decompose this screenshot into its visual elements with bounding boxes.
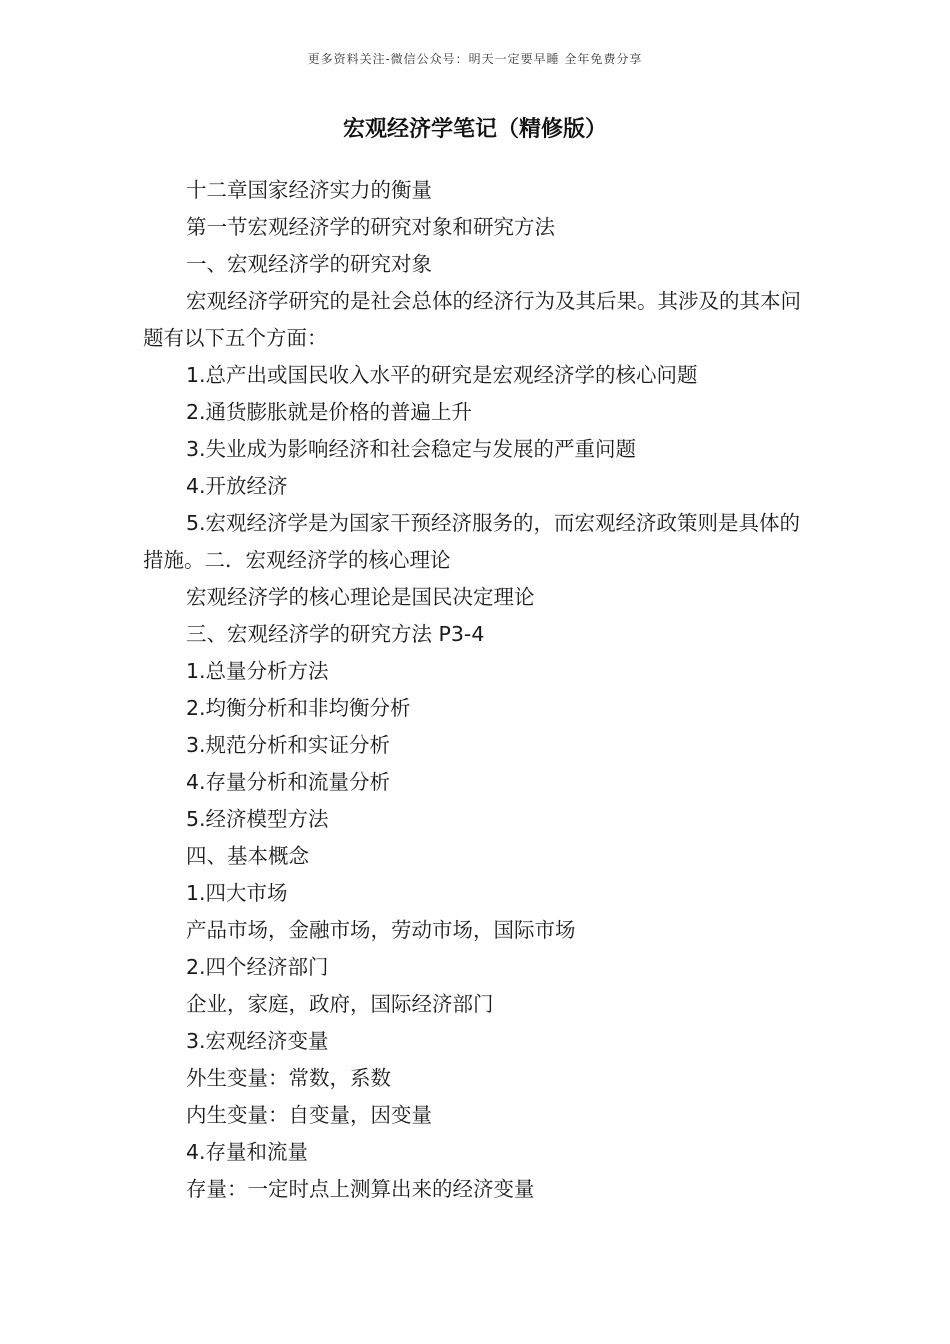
paragraph: 3.失业成为影响经济和社会稳定与发展的严重问题: [186, 437, 637, 461]
paragraph: 4.存量和流量: [186, 1140, 309, 1164]
paragraph: 1.四大市场: [186, 881, 288, 905]
document-body: [143, 172, 808, 1208]
paragraph: 宏观经济学研究的是社会总体的经济行为及其后果。其涉及的其本问题有以下五个方面：: [143, 289, 801, 350]
paragraph: 一、宏观经济学的研究对象: [186, 252, 432, 276]
paragraph: 5.经济模型方法: [186, 807, 329, 831]
paragraph: 1.总产出或国民收入水平的研究是宏观经济学的核心问题: [186, 363, 698, 387]
paragraph: 外生变量：常数，系数: [186, 1066, 391, 1090]
paragraph: 第一节宏观经济学的研究对象和研究方法: [186, 215, 555, 239]
paragraph: 3.宏观经济变量: [186, 1029, 329, 1053]
paragraph: 1.总量分析方法: [186, 659, 329, 683]
paragraph: 4.存量分析和流量分析: [186, 770, 391, 794]
paragraph: 十二章国家经济实力的衡量: [186, 178, 432, 202]
paragraph: 5.宏观经济学是为国家干预经济服务的，而宏观经济政策则是具体的措施。二．宏观经济学的核心理论: [143, 511, 801, 572]
document-title: 宏观经济学笔记（精修版）: [342, 117, 607, 142]
header-note: 更多资料关注-微信公众号：明天一定要早睡 全年免费分享: [307, 52, 643, 66]
paragraph: 宏观经济学的核心理论是国民决定理论: [186, 585, 535, 609]
paragraph: 内生变量：自变量，因变量: [186, 1103, 432, 1127]
paragraph: 三、宏观经济学的研究方法 P3-4: [186, 622, 485, 646]
paragraph: 4.开放经济: [186, 474, 288, 498]
paragraph: 2.均衡分析和非均衡分析: [186, 696, 411, 720]
paragraph: 2.四个经济部门: [186, 955, 329, 979]
paragraph: 存量：一定时点上测算出来的经济变量: [186, 1177, 535, 1201]
paragraph: 3.规范分析和实证分析: [186, 733, 391, 757]
paragraph: 企业，家庭，政府，国际经济部门: [186, 992, 494, 1016]
paragraph: 四、基本概念: [186, 844, 309, 868]
paragraph: 2.通货膨胀就是价格的普遍上升: [186, 400, 473, 424]
paragraph: 产品市场，金融市场，劳动市场，国际市场: [186, 918, 576, 942]
